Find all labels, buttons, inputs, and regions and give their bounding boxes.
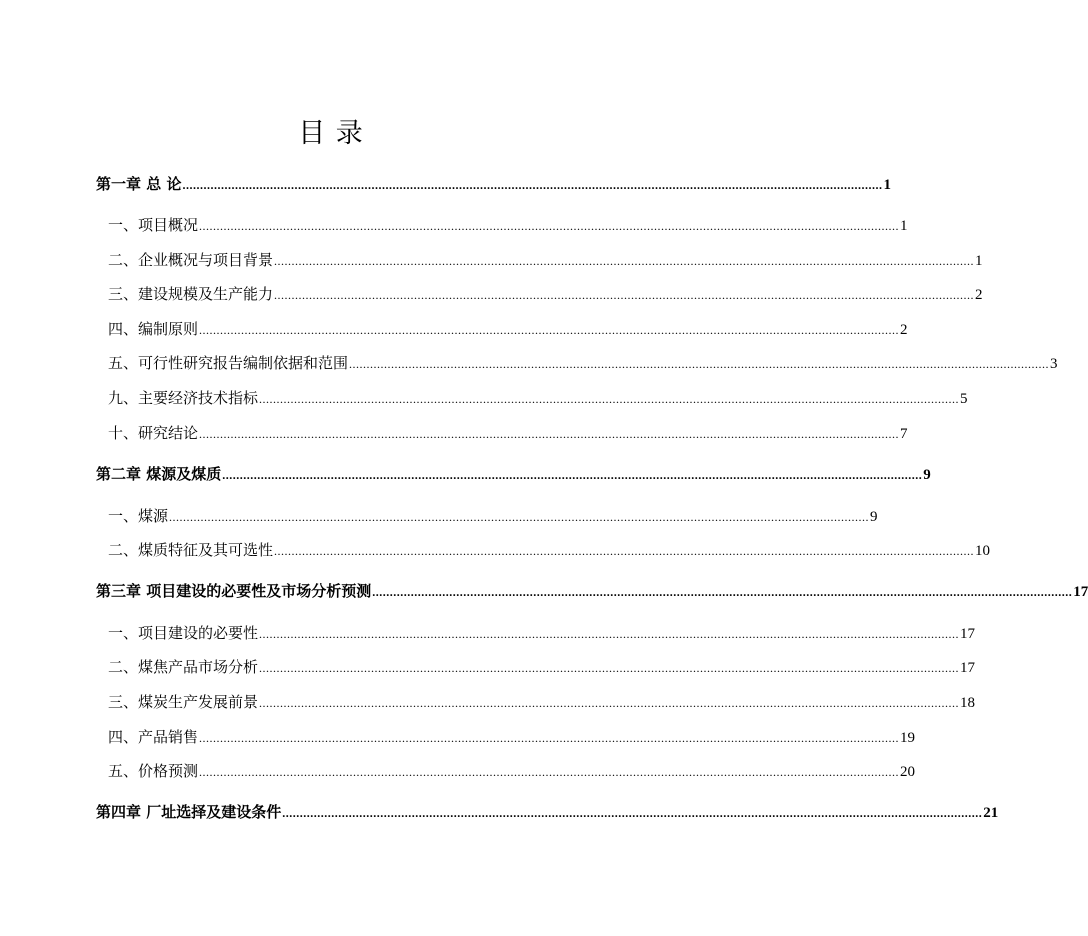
toc-entry[interactable] [96, 800, 999, 824]
toc-entry-text: 三、煤炭生产发展前景 [108, 693, 259, 711]
toc-dot-leader: ........................................................................................................................................................................................................ [282, 806, 983, 820]
toc-page-number: 20 [900, 764, 916, 780]
toc-page-number: 1 [883, 177, 891, 193]
toc-dot-leader: ........................................................................................................................................................................................................ [259, 661, 960, 675]
toc-entry-text: 五、可行性研究报告编制依据和范围 [108, 354, 349, 372]
toc-entry[interactable] [108, 386, 968, 410]
toc-entry-text: 第四章 厂址选择及建设条件 [96, 803, 282, 821]
toc-dot-leader: ........................................................................................................................................................................................................ [199, 765, 900, 779]
toc-entry-text: 第二章 煤源及煤质 [96, 465, 222, 483]
toc-entry[interactable] [108, 538, 991, 562]
toc-dot-leader: ........................................................................................................................................................................................................ [169, 510, 870, 524]
toc-dot-leader: ........................................................................................................................................................................................................ [274, 288, 975, 302]
toc-dot-leader: ........................................................................................................................................................................................................ [199, 731, 900, 745]
toc-entry[interactable] [108, 621, 976, 645]
toc-entry[interactable] [108, 213, 908, 237]
toc-entry[interactable] [108, 248, 983, 272]
page-title: 目 录 [298, 118, 364, 149]
toc-entry[interactable] [96, 172, 891, 196]
toc-entry-text: 十、研究结论 [108, 424, 199, 442]
toc-page-number: 1 [975, 253, 983, 269]
toc-entry-text: 二、煤质特征及其可选性 [108, 541, 274, 559]
toc-entry-text: 二、企业概况与项目背景 [108, 251, 274, 269]
toc-entry[interactable] [108, 282, 983, 306]
toc-page-number: 2 [900, 322, 908, 338]
toc-page-number: 17 [960, 660, 976, 676]
toc-dot-leader: ........................................................................................................................................................................................................ [372, 585, 1073, 599]
toc-page-number: 9 [870, 509, 878, 525]
toc-page-number: 17 [960, 626, 976, 642]
toc-entry[interactable] [108, 690, 976, 714]
toc-entry-text: 三、建设规模及生产能力 [108, 285, 274, 303]
toc-dot-leader: ........................................................................................................................................................................................................ [199, 427, 900, 441]
toc-dot-leader: ........................................................................................................................................................................................................ [182, 178, 883, 192]
toc-entry-text: 九、主要经济技术指标 [108, 389, 259, 407]
toc-entry[interactable] [96, 462, 931, 486]
toc-dot-leader: ........................................................................................................................................................................................................ [222, 468, 923, 482]
toc-page-number: 1 [900, 218, 908, 234]
toc-entry[interactable] [108, 351, 1058, 375]
toc-entry-text: 一、项目概况 [108, 216, 199, 234]
toc-dot-leader: ........................................................................................................................................................................................................ [259, 696, 960, 710]
toc-page-number: 10 [975, 543, 991, 559]
toc-entry-text: 一、煤源 [108, 507, 169, 525]
toc-page-number: 18 [960, 695, 976, 711]
toc-dot-leader: ........................................................................................................................................................................................................ [259, 392, 960, 406]
toc-entry-text: 第一章 总 论 [96, 175, 182, 193]
toc-page-number: 2 [975, 287, 983, 303]
toc-page-number: 21 [983, 805, 999, 821]
toc-dot-leader: ........................................................................................................................................................................................................ [259, 627, 960, 641]
toc-page-number: 7 [900, 426, 908, 442]
toc-entry[interactable] [108, 759, 916, 783]
toc-dot-leader: ........................................................................................................................................................................................................ [199, 323, 900, 337]
toc-entry[interactable] [108, 504, 878, 528]
toc-dot-leader: ........................................................................................................................................................................................................ [274, 254, 975, 268]
toc-entry-text: 二、煤焦产品市场分析 [108, 658, 259, 676]
toc-entry-text: 四、产品销售 [108, 728, 199, 746]
toc-page-number: 5 [960, 391, 968, 407]
toc-entry[interactable] [108, 317, 908, 341]
toc-entry[interactable] [108, 421, 908, 445]
toc-entry[interactable] [108, 725, 916, 749]
toc-entry[interactable] [96, 579, 1088, 603]
toc-entry[interactable] [108, 655, 976, 679]
toc-entry-text: 五、价格预测 [108, 762, 199, 780]
toc-page-number: 17 [1073, 584, 1088, 600]
toc-dot-leader: ........................................................................................................................................................................................................ [199, 219, 900, 233]
toc-page-number: 9 [923, 467, 931, 483]
toc-entry-text: 第三章 项目建设的必要性及市场分析预测 [96, 582, 372, 600]
toc-page-number: 19 [900, 730, 916, 746]
toc-dot-leader: ........................................................................................................................................................................................................ [349, 357, 1050, 371]
toc-dot-leader: ........................................................................................................................................................................................................ [274, 544, 975, 558]
toc-page-number: 3 [1050, 356, 1058, 372]
toc-entry-text: 一、项目建设的必要性 [108, 624, 259, 642]
toc-entry-text: 四、编制原则 [108, 320, 199, 338]
